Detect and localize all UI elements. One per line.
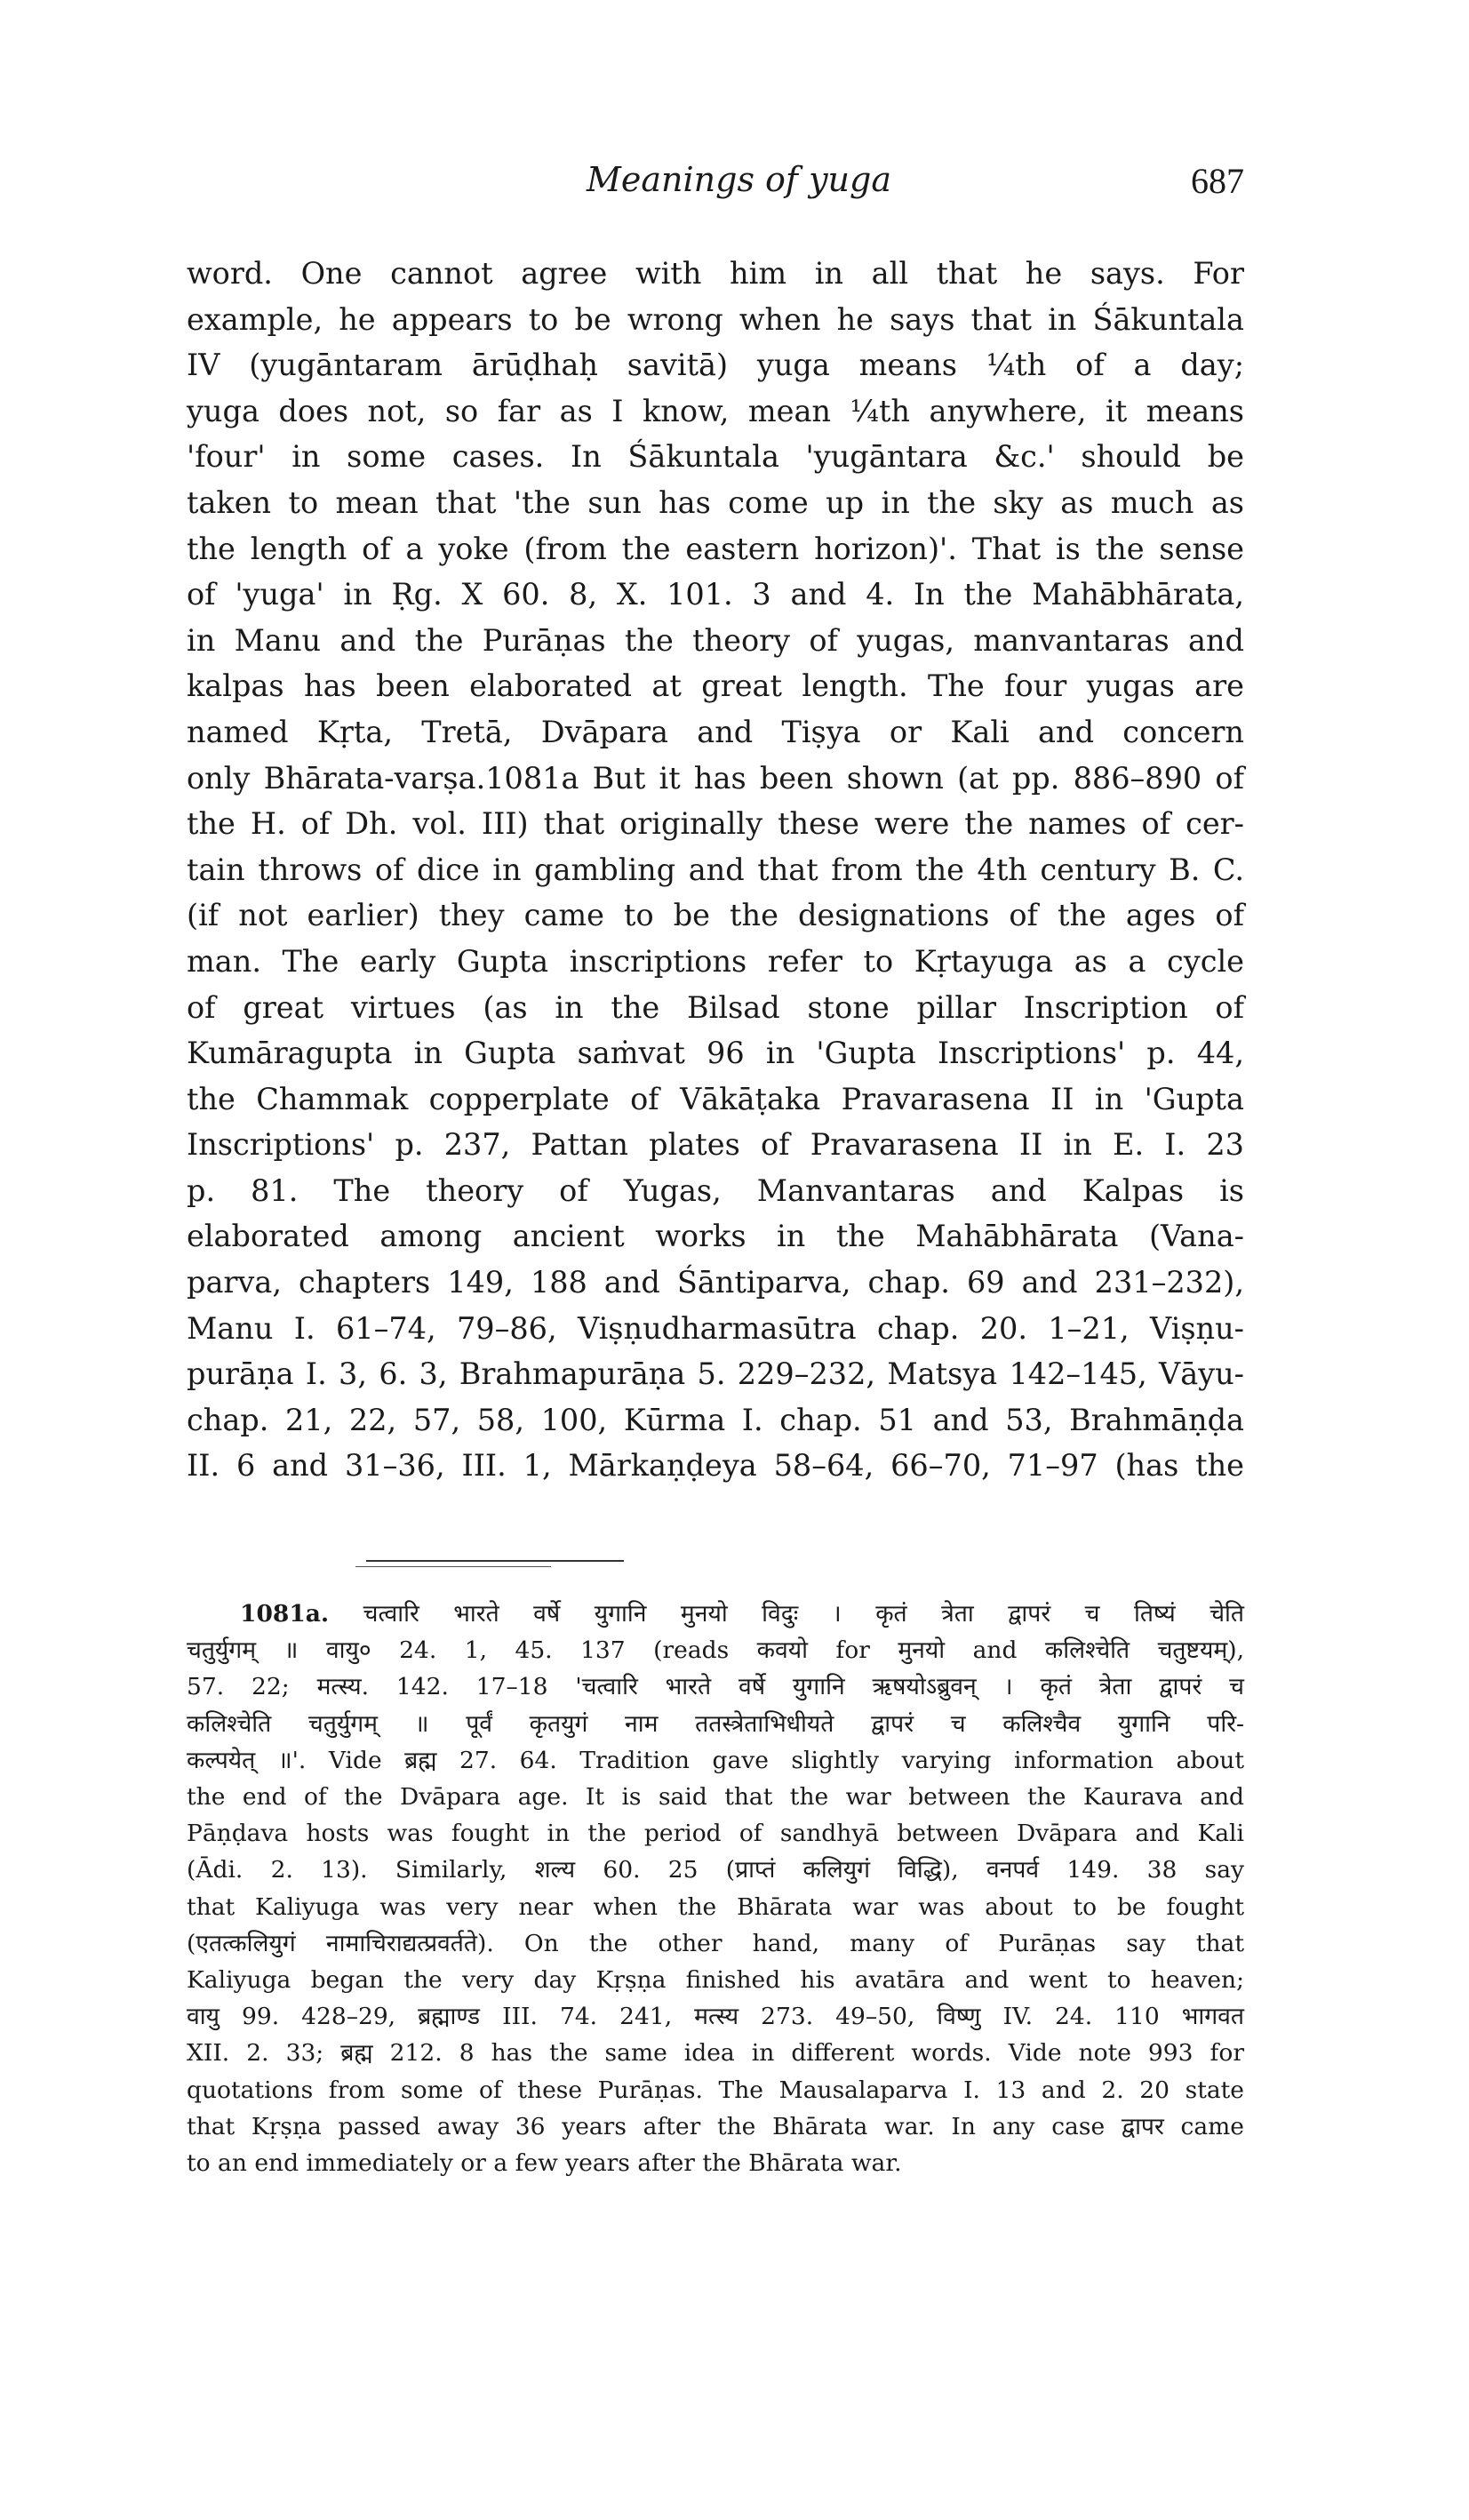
footnote-line: that Kaliyuga was very near when the Bhārata war was about to be fought (187, 1892, 1244, 1921)
footnote-marker: 1081a. (240, 1600, 330, 1628)
body-line: p. 81. The theory of Yugas, Manvantaras and Kalpas is (187, 1172, 1244, 1208)
footnote-divider-underline (355, 1566, 551, 1567)
running-title: Meanings of yuga (587, 160, 892, 199)
body-line: of 'yuga' in Ṛg. X 60. 8, X. 101. 3 and 4. In the Mahābhārata, (187, 577, 1244, 612)
footnote-divider (366, 1560, 624, 1562)
body-line: purāṇa I. 3, 6. 3, Brahmapurāṇa 5. 229–232, Matsya 142–145, Vāyu- (187, 1356, 1244, 1392)
footnote-1081a (187, 1596, 1244, 2181)
main-text (187, 251, 1244, 1489)
body-line: IV (yugāntaram ārūḍhaḥ savitā) yuga means ¼th of a day; (187, 348, 1244, 383)
body-line: kalpas has been elaborated at great length. The four yugas are (187, 668, 1244, 704)
body-line: elaborated among ancient works in the Mahābhārata (Vana- (187, 1219, 1244, 1254)
footnote-line-text: चत्वारि भारते वर्षे युगानि मुनयो विदुः । कृतं त्रेता द्वापरं च तिष्यं चेति (363, 1600, 1244, 1628)
footnote-line: 57. 22; मत्स्य. 142. 17–18 'चत्वारि भारते वर्षे युगानि ऋषयोऽब्रुवन् । कृतं त्रेता द्वापरं च (187, 1673, 1244, 1701)
page-header (187, 160, 1244, 213)
footnote-line: चतुर्युगम् ॥ वायु० 24. 1, 45. 137 (reads कवयो for मुनयो and कलिश्चेति चतुष्टयम्), (187, 1636, 1244, 1665)
footnote-line: वायु 99. 428–29, ब्रह्माण्ड III. 74. 241, मत्स्य 273. 49–50, विष्णु IV. 24. 110 भागवत (187, 2003, 1244, 2031)
body-line: the length of a yoke (from the eastern horizon)'. That is the sense (187, 531, 1244, 566)
page-number: 687 (1191, 161, 1244, 201)
body-line: Kumāragupta in Gupta saṁvat 96 in 'Gupta Inscriptions' p. 44, (187, 1036, 1244, 1071)
body-line: II. 6 and 31–36, III. 1, Mārkaṇḍeya 58–64, 66–70, 71–97 (has the (187, 1448, 1244, 1484)
body-line: Inscriptions' p. 237, Pattan plates of Pravarasena II in E. I. 23 (187, 1127, 1244, 1163)
body-line: man. The early Gupta inscriptions refer to Kṛtayuga as a cycle (187, 943, 1244, 979)
footnote-line: XII. 2. 33; ब्रह्म 212. 8 has the same idea in different words. Vide note 993 for (187, 2039, 1244, 2068)
body-line: taken to mean that 'the sun has come up in the sky as much as (187, 484, 1244, 520)
body-line: the H. of Dh. vol. III) that originally these were the names of cer- (187, 806, 1244, 842)
body-line: Manu I. 61–74, 79–86, Viṣṇudharmasūtra chap. 20. 1–21, Viṣṇu- (187, 1310, 1244, 1346)
body-line: only Bhārata-varṣa.1081a But it has been shown (at pp. 886–890 of (187, 760, 1244, 796)
body-line: word. One cannot agree with him in all that he says. For (187, 256, 1244, 291)
body-line: parva, chapters 149, 188 and Śāntiparva, chap. 69 and 231–232), (187, 1265, 1244, 1300)
footnote-line: कलिश्चेति चतुर्युगम् ॥ पूर्वं कृतयुगं नाम ततस्त्रेताभिधीयते द्वापरं च कलिश्चैव युगानि परि- (187, 1709, 1244, 1738)
footnote-line: quotations from some of these Purāṇas. The Mausalaparva I. 13 and 2. 20 state (187, 2076, 1244, 2104)
footnote-line: that Kṛṣṇa passed away 36 years after the Bhārata war. In any case द्वापर came (187, 2112, 1244, 2140)
body-line: in Manu and the Purāṇas the theory of yugas, manvantaras and (187, 622, 1244, 658)
body-line: tain throws of dice in gambling and that from the 4th century B. C. (187, 852, 1244, 887)
footnote-line: Pāṇḍava hosts was fought in the period of sandhyā between Dvāpara and Kali (187, 1820, 1244, 1848)
footnote-line: (एतत्कलियुगं नामाचिराद्यत्प्रवर्तते). On the other hand, many of Purāṇas say that (187, 1929, 1244, 1957)
body-line: of great virtues (as in the Bilsad stone pillar Inscription of (187, 989, 1244, 1025)
body-line: 'four' in some cases. In Śākuntala 'yugāntara &c.' should be (187, 439, 1244, 475)
footnote-line (187, 1596, 1244, 1632)
body-line: yuga does not, so far as I know, mean ¼th anywhere, it means (187, 393, 1244, 428)
footnote-line: Kaliyuga began the very day Kṛṣṇa finished his avatāra and went to heaven; (187, 1966, 1244, 1995)
footnote-line: कल्पयेत् ॥'. Vide ब्रह्म 27. 64. Tradition gave slightly varying information about (187, 1746, 1244, 1774)
footnote-line: (Ādi. 2. 13). Similarly, शल्य 60. 25 (प्राप्तं कलियुगं विद्धि), वनपर्व 149. 38 say (187, 1856, 1244, 1884)
footnote-line: to an end immediately or a few years after the Bhārata war. (187, 2149, 902, 2178)
body-line: example, he appears to be wrong when he says that in Śākuntala (187, 301, 1244, 337)
body-line: the Chammak copperplate of Vākāṭaka Pravarasena II in 'Gupta (187, 1081, 1244, 1116)
body-line: (if not earlier) they came to be the designations of the ages of (187, 898, 1244, 933)
footnote-line: the end of the Dvāpara age. It is said that the war between the Kaurava and (187, 1783, 1244, 1812)
body-line: chap. 21, 22, 57, 58, 100, Kūrma I. chap. 51 and 53, Brahmāṇḍa (187, 1402, 1244, 1437)
body-line: named Kṛta, Tretā, Dvāpara and Tiṣya or Kali and concern (187, 714, 1244, 749)
